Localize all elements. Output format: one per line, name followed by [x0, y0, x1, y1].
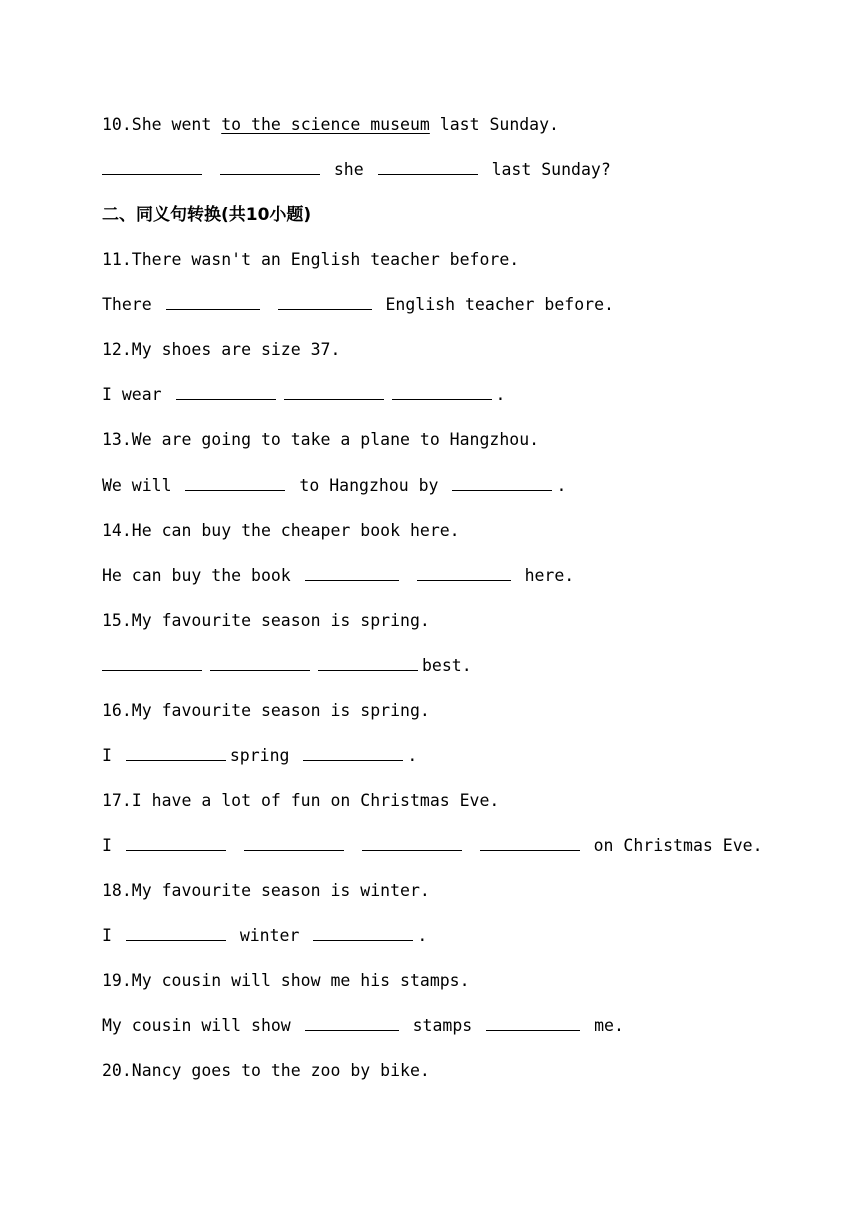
- answer-11: [102, 292, 820, 318]
- answer-blank[interactable]: [417, 563, 511, 581]
- answer-13-end: .: [556, 476, 567, 495]
- answer-blank[interactable]: [166, 292, 260, 310]
- answer-blank[interactable]: [210, 653, 310, 671]
- answer-11-start: There: [102, 295, 152, 314]
- question-18: 18.My favourite season is winter.: [102, 881, 430, 900]
- answer-18-start: I: [102, 926, 112, 945]
- answer-10: [102, 157, 820, 183]
- answer-blank[interactable]: [244, 833, 344, 851]
- question-10: [102, 112, 820, 138]
- answer-19-start: My cousin will show: [102, 1016, 291, 1035]
- answer-16-end: .: [407, 746, 418, 765]
- question-12: 12.My shoes are size 37.: [102, 340, 341, 359]
- answer-blank[interactable]: [318, 653, 418, 671]
- question-13: 13.We are going to take a plane to Hangzhou.: [102, 430, 540, 449]
- answer-11-end: English teacher before.: [385, 295, 614, 314]
- question-10-text-start: 10.She went: [102, 115, 222, 134]
- answer-blank[interactable]: [176, 382, 276, 400]
- answer-blank[interactable]: [480, 833, 580, 851]
- answer-12: [102, 382, 820, 408]
- answer-blank[interactable]: [102, 653, 202, 671]
- answer-16-mid: spring: [229, 746, 290, 765]
- question-17: 17.I have a lot of fun on Christmas Eve.: [102, 791, 500, 810]
- answer-blank[interactable]: [102, 157, 202, 175]
- answer-13-start: We will: [102, 476, 172, 495]
- question-14: 14.He can buy the cheaper book here.: [102, 521, 460, 540]
- answer-17-end: on Christmas Eve.: [593, 836, 763, 855]
- answer-13-mid: to Hangzhou by: [299, 476, 439, 495]
- answer-17: [102, 833, 820, 859]
- answer-blank[interactable]: [305, 1013, 399, 1031]
- answer-12-end: .: [495, 385, 506, 404]
- answer-blank[interactable]: [126, 923, 226, 941]
- question-10-text-end: last Sunday.: [429, 115, 559, 134]
- answer-blank[interactable]: [362, 833, 462, 851]
- answer-blank[interactable]: [185, 473, 285, 491]
- answer-19: [102, 1013, 820, 1039]
- answer-19-end: me.: [594, 1016, 624, 1035]
- answer-blank[interactable]: [284, 382, 384, 400]
- answer-18-end: .: [417, 926, 428, 945]
- answer-18-mid: winter: [239, 926, 300, 945]
- answer-12-start: I wear: [102, 385, 162, 404]
- answer-16: [102, 743, 820, 769]
- answer-blank[interactable]: [220, 157, 320, 175]
- answer-15-end: best.: [422, 656, 472, 675]
- answer-blank[interactable]: [378, 157, 478, 175]
- answer-blank[interactable]: [452, 473, 552, 491]
- answer-14: [102, 563, 820, 589]
- answer-13: [102, 473, 820, 499]
- question-20: 20.Nancy goes to the zoo by bike.: [102, 1061, 430, 1080]
- answer-blank[interactable]: [278, 292, 372, 310]
- answer-10-word: she: [333, 160, 364, 179]
- answer-16-start: I: [102, 746, 112, 765]
- answer-blank[interactable]: [126, 743, 226, 761]
- answer-blank[interactable]: [305, 563, 399, 581]
- answer-blank[interactable]: [392, 382, 492, 400]
- answer-14-end: here.: [524, 566, 575, 585]
- question-10-underlined-phrase: to the science museum: [221, 115, 430, 134]
- question-11: 11.There wasn't an English teacher before.: [102, 250, 520, 269]
- answer-19-mid: stamps: [412, 1016, 473, 1035]
- answer-blank[interactable]: [303, 743, 403, 761]
- answer-14-start: He can buy the book: [102, 566, 291, 585]
- answer-10-end: last Sunday?: [491, 160, 611, 179]
- answer-17-start: I: [102, 836, 112, 855]
- question-19: 19.My cousin will show me his stamps.: [102, 971, 470, 990]
- question-15: 15.My favourite season is spring.: [102, 611, 430, 630]
- answer-18: [102, 923, 820, 949]
- section-title: 二、同义句转换(共10小题): [102, 205, 312, 225]
- answer-blank[interactable]: [313, 923, 413, 941]
- answer-blank[interactable]: [486, 1013, 580, 1031]
- question-16: 16.My favourite season is spring.: [102, 701, 430, 720]
- answer-15: [102, 653, 820, 679]
- answer-blank[interactable]: [126, 833, 226, 851]
